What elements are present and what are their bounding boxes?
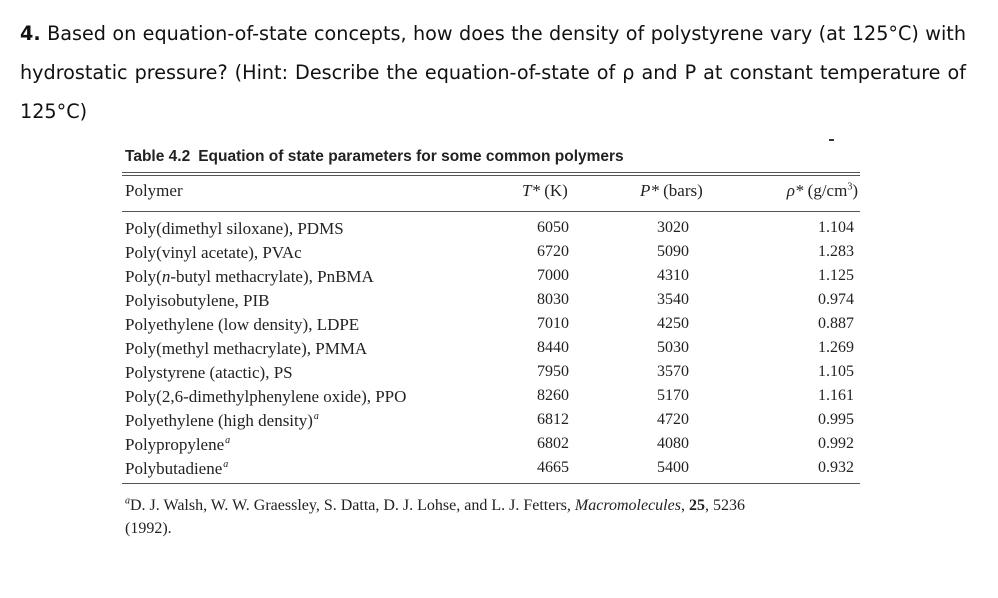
table-top-rule-double: [122, 175, 860, 176]
cell-p-star: 5170: [657, 387, 689, 404]
cell-p-star: 3570: [657, 363, 689, 380]
table-caption-title: Equation of state parameters for some common polymers: [198, 148, 624, 165]
cell-t-star: 6720: [537, 243, 569, 260]
cell-t-star: 6812: [537, 411, 569, 428]
cell-t-star: 8030: [537, 291, 569, 308]
cell-footnote-mark: a: [313, 411, 319, 423]
table-row: [125, 217, 858, 241]
table-header-rule: [122, 211, 860, 212]
cell-rho-star: 0.932: [818, 459, 854, 476]
table-caption: [125, 148, 624, 166]
table-row: [125, 265, 858, 289]
table-row: [125, 385, 858, 409]
table-footnote: $^a$D. J. Walsh, W. W. Graessley, S. Datta, D. J. Lohse, and L. J. Fetters, Macromolecules, 25, 5236 (1992).: [125, 495, 745, 537]
cell-t-star: 8440: [537, 339, 569, 356]
table-body: [125, 217, 858, 481]
cell-p-star: 4310: [657, 267, 689, 284]
cell-polymer-name: Poly(methyl methacrylate), PMMA: [125, 339, 368, 358]
question-paragraph: [20, 14, 966, 131]
cell-footnote-mark: a: [223, 459, 229, 471]
table-header-row: [125, 181, 858, 207]
footnote-mark: a: [125, 495, 130, 507]
cell-polymer-name: Polyethylene (high density)$^a$: [125, 411, 319, 430]
cell-p-star: 4080: [657, 435, 689, 452]
table-row: [125, 457, 858, 481]
cell-rho-star: 0.974: [818, 291, 854, 308]
footnote-year: (1992).: [125, 520, 172, 537]
cell-polymer-name: Poly(vinyl acetate), PVAc: [125, 243, 302, 262]
cell-p-star: 5400: [657, 459, 689, 476]
cell-p-star: 5030: [657, 339, 689, 356]
table-row: [125, 241, 858, 265]
cell-t-star: 7010: [537, 315, 569, 332]
cell-polymer-name: Polyethylene (low density), LDPE: [125, 315, 360, 334]
cell-polymer-name: Poly(dimethyl siloxane), PDMS: [125, 219, 344, 238]
cell-rho-star: 0.887: [818, 315, 854, 332]
table-row: [125, 361, 858, 385]
cell-polymer-name: Polystyrene (atactic), PS: [125, 363, 293, 382]
cell-rho-star: 1.104: [818, 219, 854, 236]
question-number: 4.: [20, 22, 41, 45]
cell-p-star: 3020: [657, 219, 689, 236]
cell-p-star: 3540: [657, 291, 689, 308]
table-row: [125, 289, 858, 313]
stray-dash-mark: [829, 139, 834, 141]
header-t-star: T* (K): [522, 181, 568, 200]
footnote-authors: D. J. Walsh, W. W. Graessley, S. Datta, D. J. Lohse, and L. J. Fetters,: [130, 497, 575, 514]
question-text: Based on equation-of-state concepts, how does the density of polystyrene vary (at 125°C) with hydrostatic pressure? (Hint: Describe the equation-of-state of ρ and P at constant temperature of 125°C): [20, 22, 966, 123]
cell-polymer-name: Poly(n-butyl methacrylate), PnBMA: [125, 267, 374, 286]
cell-t-star: 6050: [537, 219, 569, 236]
cell-p-star: 4250: [657, 315, 689, 332]
table-row: [125, 433, 858, 457]
cell-polymer-name: Polypropylene$^a$: [125, 435, 231, 454]
cell-polymer-name: Poly(2,6-dimethylphenylene oxide), PPO: [125, 387, 407, 406]
cell-polymer-name: Polybutadiene$^a$: [125, 459, 229, 478]
cell-rho-star: 0.995: [818, 411, 854, 428]
footnote-journal: Macromolecules: [574, 497, 681, 514]
table-top-rule: [122, 172, 860, 173]
cell-t-star: 4665: [537, 459, 569, 476]
table-row: [125, 337, 858, 361]
cell-rho-star: 1.161: [818, 387, 854, 404]
table-row: [125, 313, 858, 337]
footnote-volume: 25: [688, 497, 705, 514]
cell-t-star: 7000: [537, 267, 569, 284]
table-bottom-rule: [122, 483, 860, 484]
table-row: [125, 409, 858, 433]
cell-t-star: 6802: [537, 435, 569, 452]
table-caption-label: Table 4.2: [125, 148, 191, 165]
cell-polymer-name: Polyisobutylene, PIB: [125, 291, 270, 310]
cell-p-star: 4720: [657, 411, 689, 428]
cell-rho-star: 1.283: [818, 243, 854, 260]
header-p-star: P* (bars): [640, 181, 703, 200]
cell-t-star: 8260: [537, 387, 569, 404]
cell-rho-star: 1.105: [818, 363, 854, 380]
cell-p-star: 5090: [657, 243, 689, 260]
cell-footnote-mark: a: [225, 435, 231, 447]
header-rho-star: ρ* $(g/cm^3)$: [786, 181, 858, 200]
cell-rho-star: 0.992: [818, 435, 854, 452]
cell-rho-star: 1.125: [818, 267, 854, 284]
cell-rho-star: 1.269: [818, 339, 854, 356]
header-polymer: Polymer: [125, 181, 183, 200]
cell-t-star: 7950: [537, 363, 569, 380]
